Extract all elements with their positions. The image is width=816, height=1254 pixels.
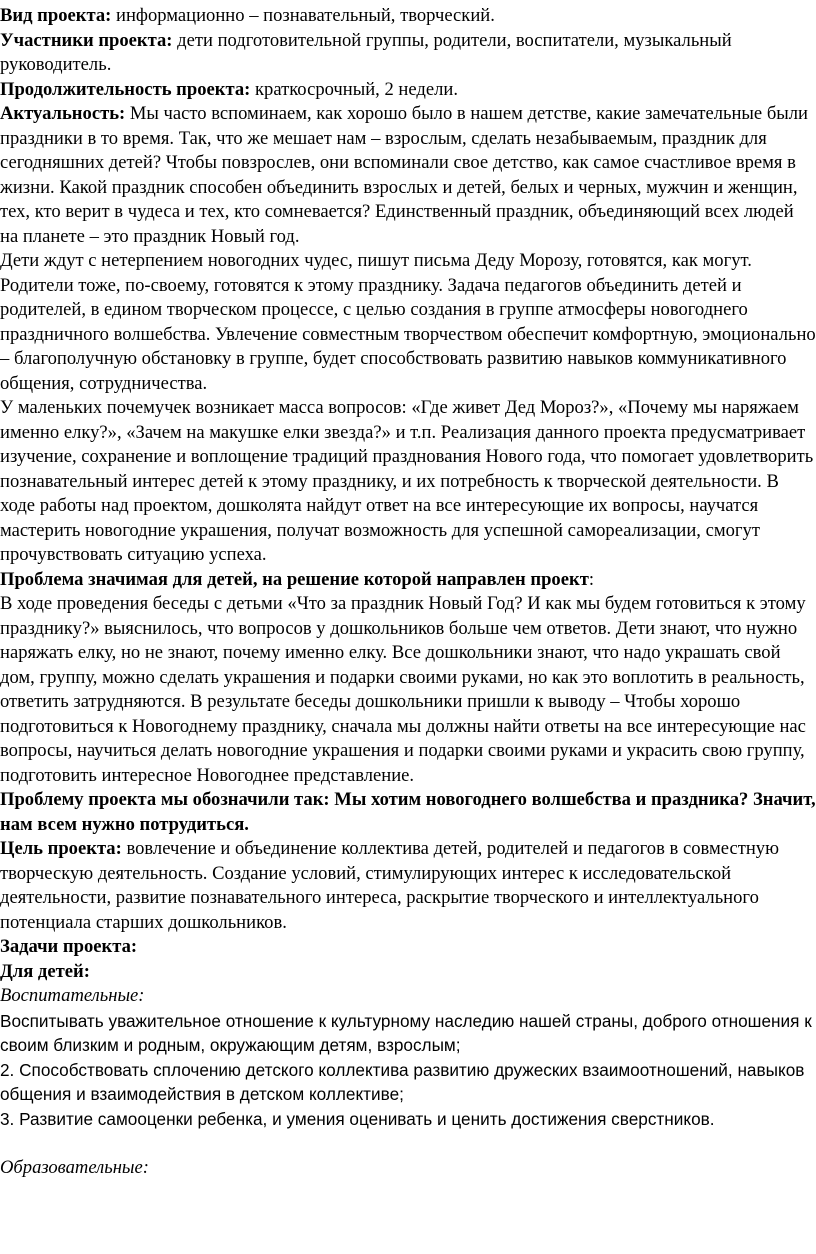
problem-statement: Проблему проекта мы обозначили так: Мы хотим новогоднего волшебства и праздника? Значит, нам всем нужно потрудиться. — [0, 789, 816, 835]
goal-paragraph — [0, 837, 816, 935]
educational-heading-line — [0, 984, 816, 1009]
project-type-label: Вид проекта: — [0, 5, 112, 26]
relevance-text: Мы часто вспоминаем, как хорошо было в нашем детстве, какие замечательные были праздники в то время. Так, что же мешает нам – взрослым, сделать незабываемым, праздник для сегодняшних детей? Чтобы повзрослев, они вспоминали свое детство, как самое счастливое время в жизни. Какой праздник способен объединить взрослых и детей, белых и черных, мужчин и женщин, тех, кто верит в чудеса и тех, кто сомневается? Единственный праздник, объединяющий всех людей на планете – это праздник Новый год. — [0, 103, 809, 247]
problem-heading: Проблема значимая для детей, на решение которой направлен проект — [0, 568, 589, 590]
duration-label: Продолжительность проекта: — [0, 78, 251, 100]
participants-label: Участники проекта: — [0, 29, 173, 51]
tasks-heading: Задачи проекта: — [0, 936, 138, 957]
questions-paragraph: У маленьких почемучек возникает масса вопросов: «Где живет Дед Мороз?», «Почему мы наряжаем именно елку?», «Зачем на макушке елки звезда?» и т.п. Реализация данного проекта предусматривает изучение, сохранение и воплощение традиций празднования Нового года, что помогает удовлетворить познавательный интерес детей к этому празднику, и их потребность к творческой деятельности. В ходе работы над проектом, дошколята найдут ответ на все интересующие их вопросы, научатся мастерить новогодние украшения, получат возможность для успешной самореализации, смогут прочувствовать ситуацию успеха. — [0, 397, 814, 565]
project-type-text: информационно – познавательный, творческий. — [111, 5, 495, 26]
educational-heading: Воспитательные: — [0, 985, 145, 1006]
duration-text: краткосрочный, 2 недели. — [250, 78, 458, 100]
problem-heading-colon: : — [588, 568, 594, 590]
children-wait-paragraph: Дети ждут с нетерпением новогодних чудес, пишут письма Деду Морозу, готовятся, как могут. Родители тоже, по-своему, готовятся к этому празднику. Задача педагогов объединить детей и родителей, в едином творческом процессе, с целью создания в группе атмосферы новогоднего праздничного волшебства. Увлечение совместным творчеством обеспечит комфортную, эмоционально – благополучную обстановку в группе, будет способствовать развитию навыков коммуникативного общения, сотрудничества. — [0, 250, 816, 394]
learning-heading: Образовательные: — [0, 1156, 149, 1178]
project-type-line — [0, 4, 816, 29]
task-item-2: 2. Способствовать сплочению детского коллектива развитию дружеских взаимоотношений, навыков общения и взаимодействия в детском коллективе; — [0, 1059, 805, 1104]
task-item-3: 3. Развитие самооценки ребенка, и умения оценивать и ценить достижения сверстников. — [0, 1108, 715, 1129]
participants-line — [0, 29, 816, 78]
relevance-paragraph — [0, 102, 816, 249]
blank-line — [0, 1131, 816, 1156]
task-item-1: Воспитывать уважительное отношение к культурному наследию нашей страны, доброго отношения к своим близким и родным, окружающим детям, взрослым; — [0, 1010, 812, 1055]
relevance-label: Актуальность: — [0, 103, 126, 124]
participants-text: дети подготовительной группы, родители, воспитатели, музыкальный руководитель. — [0, 29, 732, 75]
goal-label: Цель проекта: — [0, 838, 122, 859]
goal-text: вовлечение и объединение коллектива детей, родителей и педагогов в совместную творческую деятельность. Создание условий, стимулирующих интерес к исследовательской деятельности, развитие познавательного интереса, раскрытие творческого и интеллектуального потенциала старших дошкольников. — [0, 838, 779, 933]
problem-heading-line — [0, 568, 816, 593]
for-children-heading: Для детей: — [0, 960, 90, 982]
problem-paragraph: В ходе проведения беседы с детьми «Что за праздник Новый Год? И как мы будем готовиться к этому празднику?» выяснилось, что вопросов у дошкольников больше чем ответов. Дети знают, что нужно наряжать елку, но не знают, почему именно елку. Все дошкольники знают, что надо украшать свой дом, группу, можно сделать украшения и подарки своими руками, но как это воплотить в реальность, ответить затрудняются. В результате беседы дошкольники пришли к выводу – Чтобы хорошо подготовиться к Новогоднему празднику, сначала мы должны найти ответы на все интересующие нас вопросы, научиться делать новогодние украшения и подарки своими руками и украсить свою группу, подготовить интересное Новогоднее представление. — [0, 593, 806, 786]
learning-heading-line — [0, 1156, 816, 1181]
duration-line — [0, 78, 816, 103]
